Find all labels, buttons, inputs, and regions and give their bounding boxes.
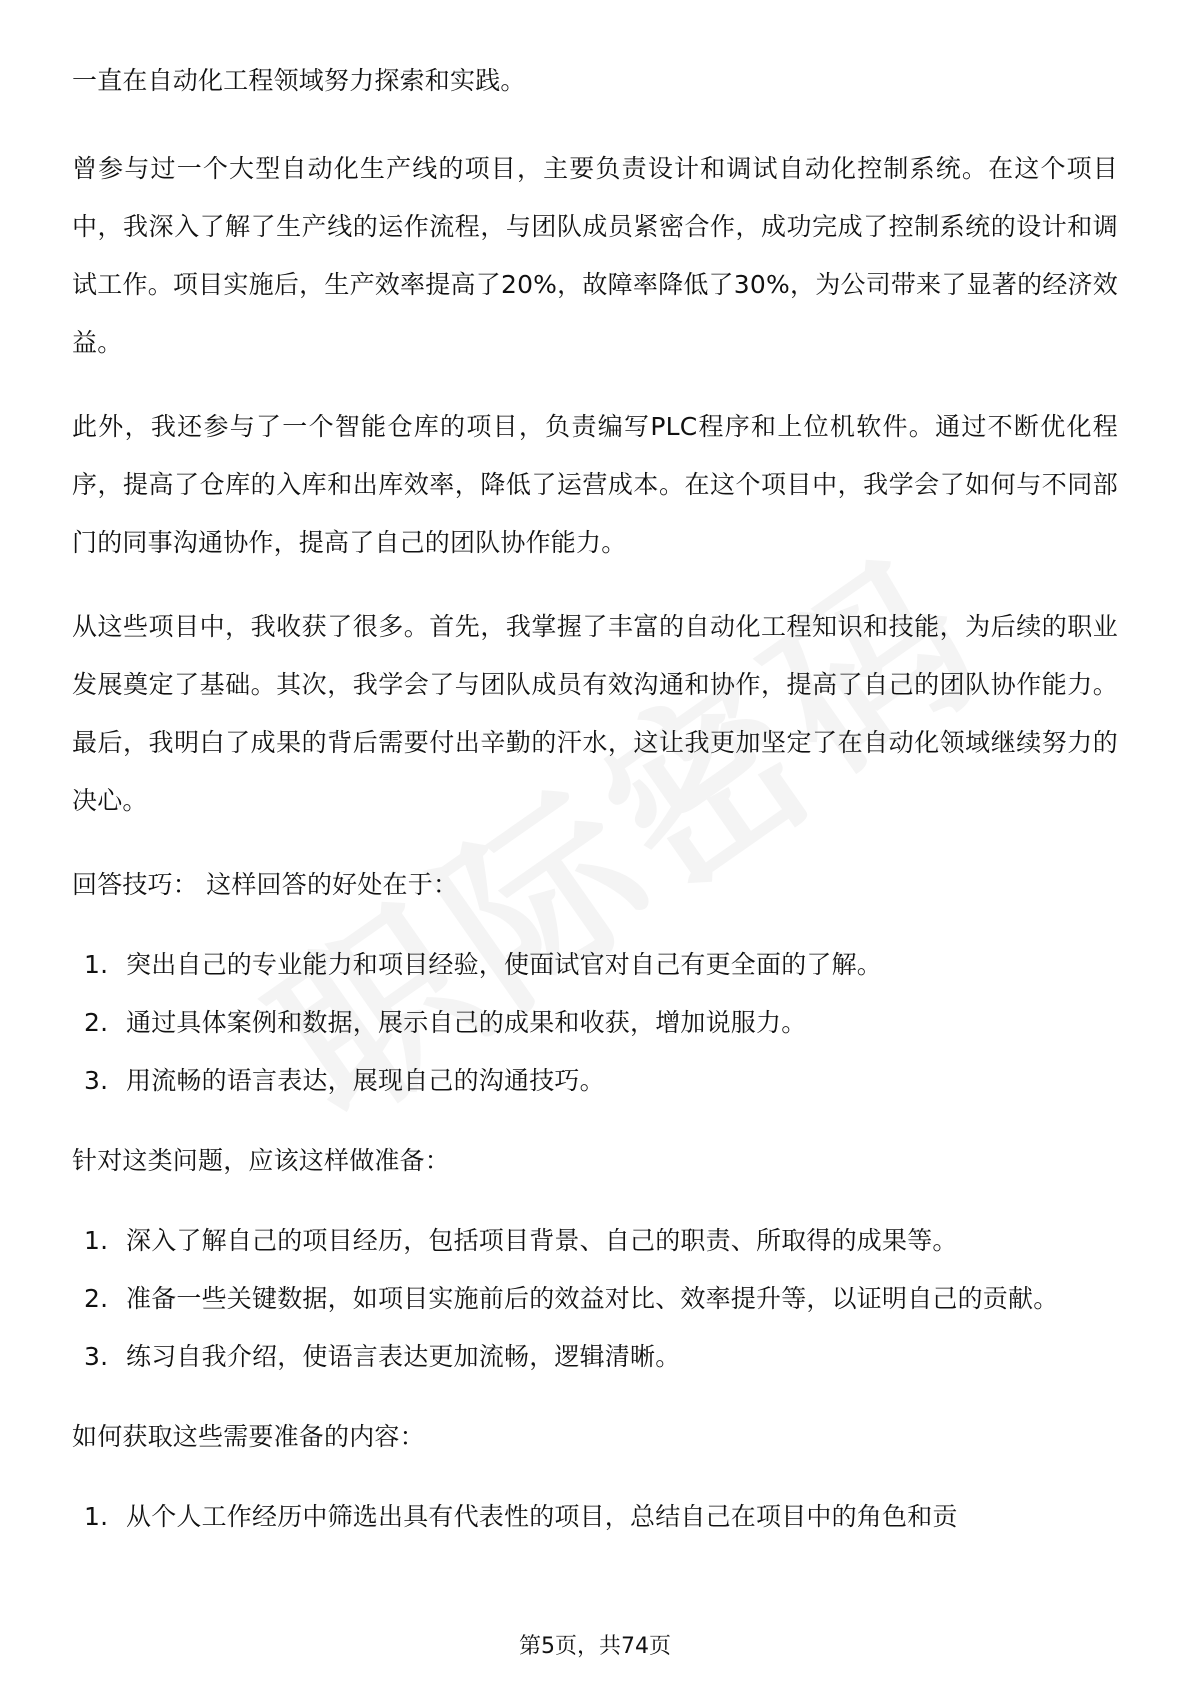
list-item-text: 深入了解自己的项目经历，包括项目背景、自己的职责、所取得的成果等。 [126,1226,958,1255]
list-item-text: 通过具体案例和数据，展示自己的成果和收获，增加说服力。 [126,1008,807,1037]
list-number: 3. [84,1066,109,1095]
prepare-list [72,1212,1118,1386]
list-number: 1. [84,1226,109,1255]
list-item-text: 突出自己的专业能力和项目经验，使面试官对自己有更全面的了解。 [126,950,883,979]
list-item [72,1488,1118,1546]
list-item-text: 用流畅的语言表达，展现自己的沟通技巧。 [126,1066,605,1095]
paragraph-takeaways: 从这些项目中，我收获了很多。首先，我掌握了丰富的自动化工程知识和技能，为后续的职业发展奠定了基础。其次，我学会了与团队成员有效沟通和协作，提高了自己的团队协作能力。最后，我明白了成果的背后需要付出辛勤的汗水，这让我更加坚定了在自动化领域继续努力的决心。 [72,612,1118,815]
obtain-heading: 如何获取这些需要准备的内容： [72,1422,425,1451]
prepare-heading: 针对这类问题，应该这样做准备： [72,1146,451,1175]
paragraph-smart-warehouse: 此外，我还参与了一个智能仓库的项目，负责编写PLC程序和上位机软件。通过不断优化程序，提高了仓库的入库和出库效率，降低了运营成本。在这个项目中，我学会了如何与不同部门的同事沟通协作，提高了自己的团队协作能力。 [72,412,1118,557]
list-item [72,1052,1118,1110]
paragraph-production-line: 曾参与过一个大型自动化生产线的项目，主要负责设计和调试自动化控制系统。在这个项目中，我深入了解了生产线的运作流程，与团队成员紧密合作，成功完成了控制系统的设计和调试工作。项目实施后，生产效率提高了20%，故障率降低了30%，为公司带来了显著的经济效益。 [72,154,1118,357]
page-content [72,52,1118,1568]
list-item [72,994,1118,1052]
list-item-text: 练习自我介绍，使语言表达更加流畅，逻辑清晰。 [126,1342,681,1371]
list-number: 1. [84,1502,109,1531]
list-item [72,1270,1118,1328]
obtain-list [72,1488,1118,1546]
list-item [72,936,1118,994]
list-number: 1. [84,950,109,979]
list-item-text: 准备一些关键数据，如项目实施前后的效益对比、效率提升等，以证明自己的贡献。 [126,1284,1059,1313]
tips-heading: 回答技巧： 这样回答的好处在于： [72,870,459,899]
list-number: 2. [84,1284,109,1313]
list-number: 3. [84,1342,109,1371]
paragraph-intro: 一直在自动化工程领域努力探索和实践。 [72,66,526,95]
list-item [72,1328,1118,1386]
list-item [72,1212,1118,1270]
page-number-footer: 第5页，共74页 [519,1634,671,1659]
list-item-text: 从个人工作经历中筛选出具有代表性的项目，总结自己在项目中的角色和贡 [126,1502,958,1531]
tips-list [72,936,1118,1110]
list-number: 2. [84,1008,109,1037]
